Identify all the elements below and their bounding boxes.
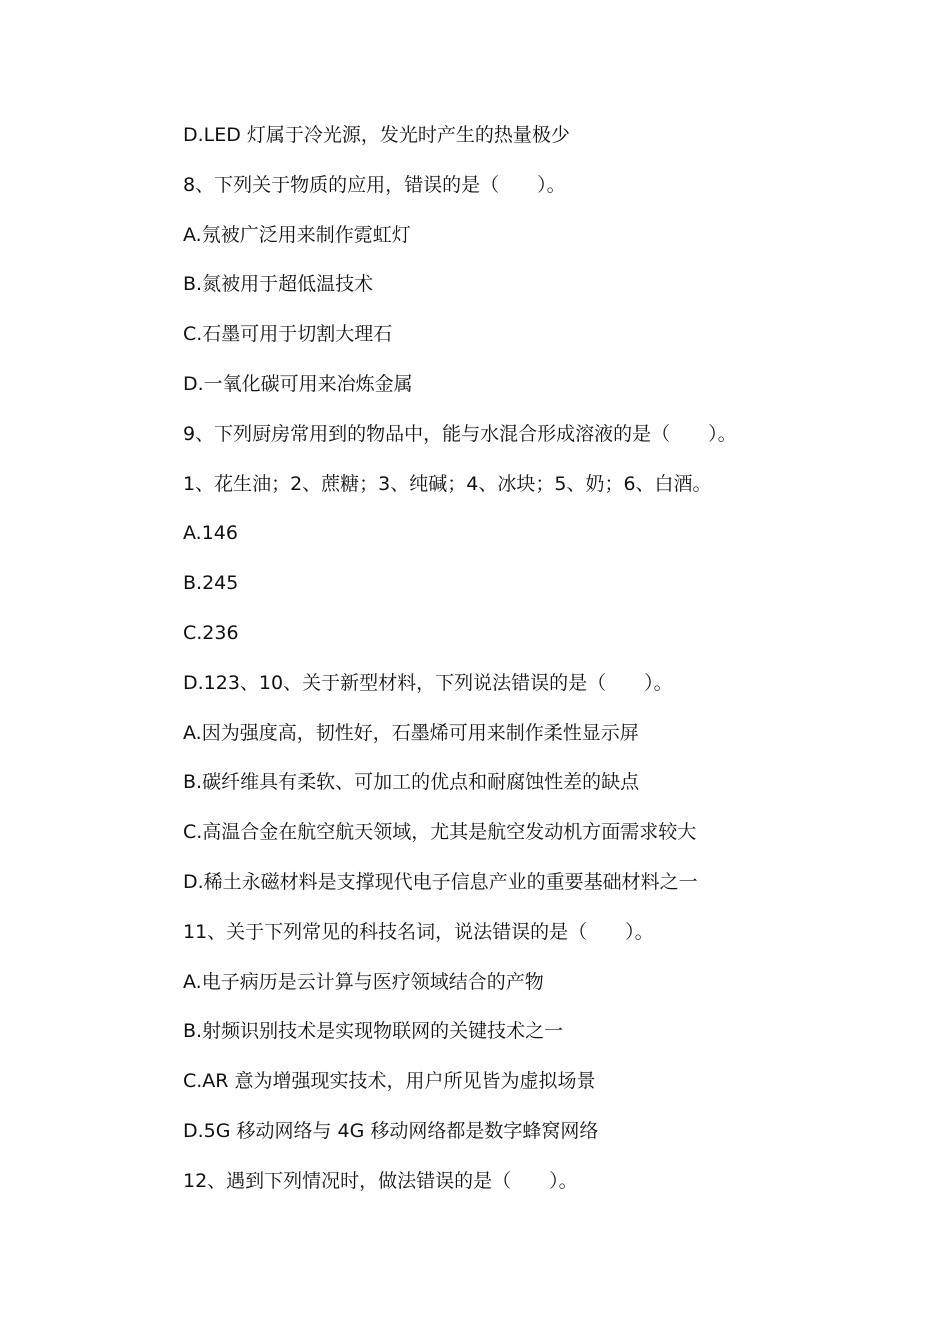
text-line: D.LED 灯属于冷光源，发光时产生的热量极少 — [183, 124, 570, 146]
question-8-option-a: A.氖被广泛用来制作霓虹灯 — [183, 223, 411, 246]
question-10-option-c: C.高温合金在航空航天领域，尤其是航空发动机方面需求较大 — [183, 821, 697, 844]
question-12-stem: 12、遇到下列情况时，做法错误的是（ ）。 — [183, 1169, 578, 1192]
question-10-option-b: B.碳纤维具有柔软、可加工的优点和耐腐蚀性差的缺点 — [183, 771, 640, 794]
question-8-option-d: D.一氧化碳可用来冶炼金属 — [183, 372, 413, 395]
question-11-option-d: D.5G 移动网络与 4G 移动网络都是数字蜂窝网络 — [183, 1119, 599, 1142]
question-text-block — [183, 122, 903, 1218]
question-9-item-list: 1、花生油；2、蔗糖；3、纯碱；4、冰块；5、奶；6、白酒。 — [183, 472, 712, 495]
question-10-option-d: D.稀土永磁材料是支撑现代电子信息产业的重要基础材料之一 — [183, 870, 698, 893]
question-10-option-a: A.因为强度高，韧性好，石墨烯可用来制作柔性显示屏 — [183, 721, 639, 744]
question-9-option-a: A.146 — [183, 522, 238, 545]
question-11-option-c: C.AR 意为增强现实技术，用户所见皆为虚拟场景 — [183, 1070, 596, 1093]
question-8-option-c: C.石墨可用于切割大理石 — [183, 323, 393, 346]
question-9-option-d-question-10-stem: D.123、10、关于新型材料，下列说法错误的是（ ）。 — [183, 671, 673, 694]
question-11-option-a: A.电子病历是云计算与医疗领域结合的产物 — [183, 970, 544, 993]
question-11-stem: 11、关于下列常见的科技名词，说法错误的是（ ）。 — [183, 920, 654, 943]
question-9-option-c: C.236 — [183, 621, 239, 644]
question-8-stem: 8、下列关于物质的应用，错误的是（ ）。 — [183, 173, 566, 196]
question-9-stem: 9、下列厨房常用到的物品中，能与水混合形成溶液的是（ ）。 — [183, 422, 737, 445]
question-8-option-b: B.氮被用于超低温技术 — [183, 273, 374, 296]
question-9-option-b: B.245 — [183, 572, 239, 595]
question-11-option-b: B.射频识别技术是实现物联网的关键技术之一 — [183, 1020, 564, 1043]
